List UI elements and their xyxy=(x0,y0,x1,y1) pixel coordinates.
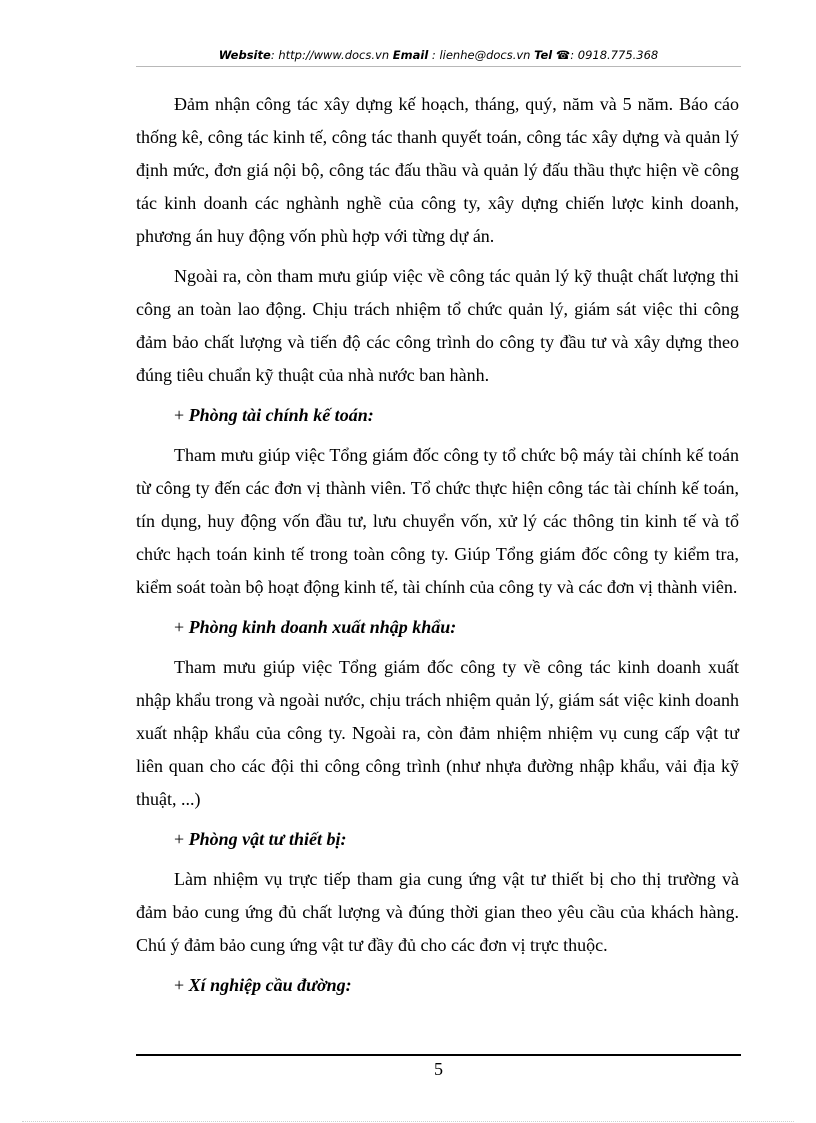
page-boundary xyxy=(22,1121,794,1122)
tel-number: : 0918.775.368 xyxy=(570,48,659,62)
body-paragraph: Tham mưu giúp việc Tổng giám đốc công ty tổ chức bộ máy tài chính kế toán từ công ty đến các đơn vị thành viên. Tổ chức thực hiện công tác tài chính kế toán, tín dụng, huy động vốn đầu tư, lưu chuyển vốn, xử lý các thông tin kinh tế và tổ chức hạch toán kinh tế trong toàn công ty. Giúp Tổng giám đốc công ty kiểm tra, kiểm soát toàn bộ hoạt động kinh tế, tài chính của công ty và các đơn vị thành viên. xyxy=(136,445,739,597)
heading-text: Phòng kinh doanh xuất nhập khẩu: xyxy=(188,617,457,637)
page-number: 5 xyxy=(434,1059,443,1079)
website-label: Website xyxy=(218,48,271,62)
heading-bullet: + xyxy=(174,829,189,849)
body-paragraph: Đảm nhận công tác xây dựng kế hoạch, tháng, quý, năm và 5 năm. Báo cáo thống kê, công tác kinh tế, công tác thanh quyết toán, công tác xây dựng và quản lý định mức, đơn giá nội bộ, công tác đấu thầu và quản lý đấu thầu thực hiện về công tác kinh doanh các nghành nghề của công ty, xây dựng chiến lược kinh doanh, phương án huy động vốn phù hợp với từng dự án. xyxy=(136,94,739,246)
body-paragraph: Làm nhiệm vụ trực tiếp tham gia cung ứng vật tư thiết bị cho thị trường và đảm bảo cung ứng đủ chất lượng và đúng thời gian theo yêu cầu của khách hàng. Chú ý đảm bảo cung ứng vật tư đầy đủ cho các đơn vị trực thuộc. xyxy=(136,869,739,955)
header-divider xyxy=(136,66,741,67)
heading-bullet: + xyxy=(174,405,189,425)
section-heading xyxy=(136,823,739,856)
heading-bullet: + xyxy=(174,975,189,995)
body-paragraph: Ngoài ra, còn tham mưu giúp việc về công tác quản lý kỹ thuật chất lượng thi công an toàn lao động. Chịu trách nhiệm tổ chức quản lý, giám sát việc thi công đảm bảo chất lượng và tiến độ các công trình do công ty đầu tư và xây dựng theo đúng tiêu chuẩn kỹ thuật của nhà nước ban hành. xyxy=(136,266,739,385)
website-separator: : xyxy=(270,48,279,62)
heading-bullet: + xyxy=(174,617,189,637)
section-heading xyxy=(136,969,739,1002)
email-separator: : xyxy=(428,48,440,62)
body-paragraph: Tham mưu giúp việc Tổng giám đốc công ty về công tác kinh doanh xuất nhập khẩu trong và ngoài nước, chịu trách nhiệm quản lý, giám sát việc kinh doanh xuất nhập khẩu của công ty. Ngoài ra, còn đảm nhiệm nhiệm vụ cung cấp vật tư liên quan cho các đội thi công công trình (như nhựa đường nhập khẩu, vải địa kỹ thuật, ...) xyxy=(136,657,739,809)
tel-label: Tel xyxy=(534,48,553,62)
email-address[interactable]: lienhe@docs.vn xyxy=(439,48,531,62)
heading-text: Phòng tài chính kế toán: xyxy=(188,405,374,425)
website-url[interactable]: http://www.docs.vn xyxy=(278,48,390,62)
email-label: Email xyxy=(392,48,429,62)
telephone-icon: ☎ xyxy=(555,48,571,62)
section-heading xyxy=(136,611,739,644)
page-header xyxy=(136,47,741,63)
heading-text: Phòng vật tư thiết bị: xyxy=(188,829,347,849)
heading-text: Xí nghiệp cầu đường: xyxy=(188,975,352,995)
footer-divider xyxy=(136,1054,741,1056)
document-body xyxy=(136,88,739,1009)
section-heading xyxy=(136,399,739,432)
